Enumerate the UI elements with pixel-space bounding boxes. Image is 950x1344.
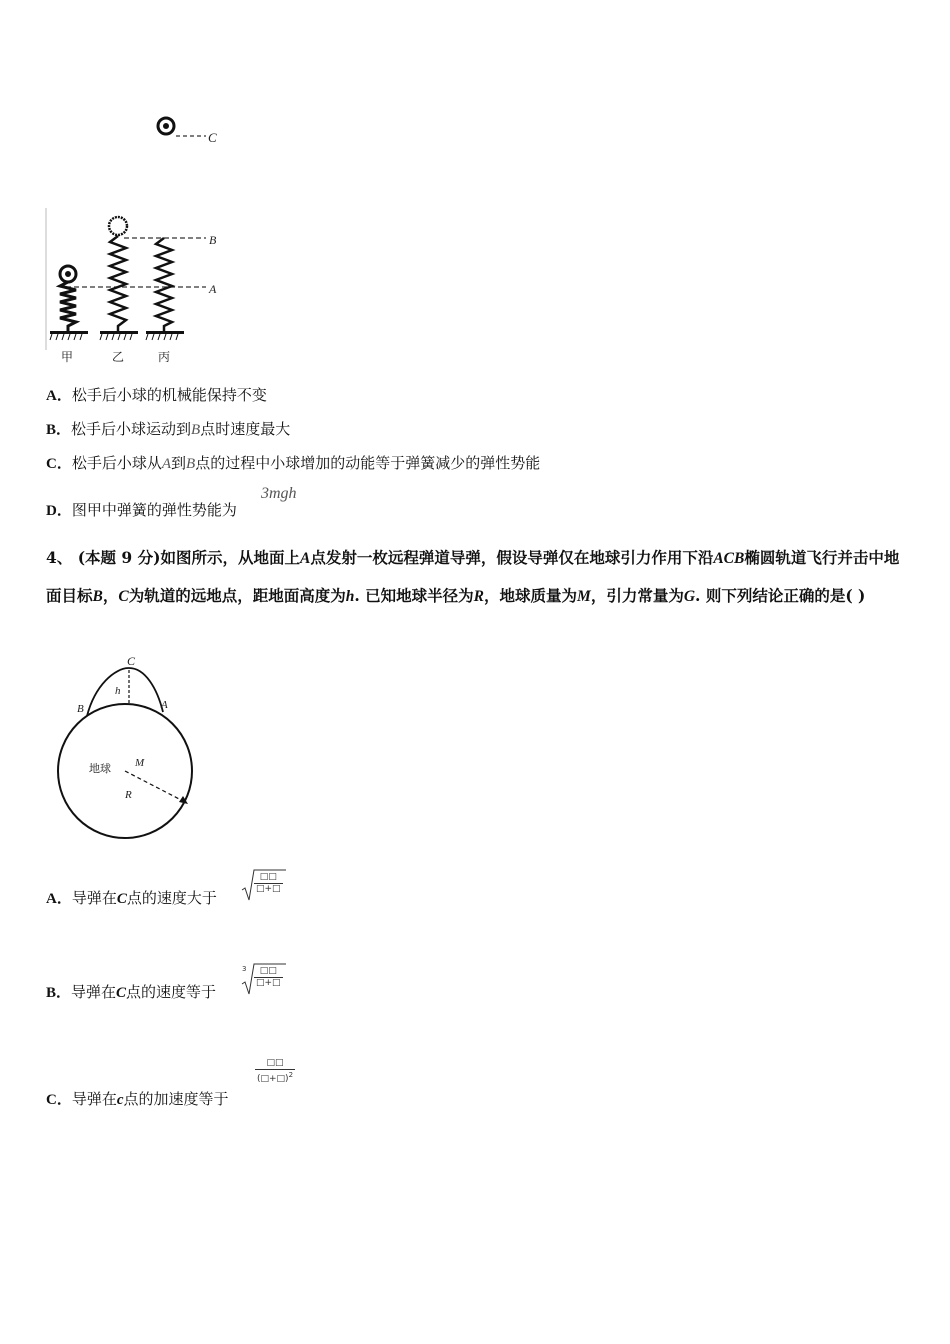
- label-earth: 地球: [89, 762, 111, 775]
- label-h: h: [115, 685, 121, 697]
- spring-bing: [156, 238, 172, 332]
- ball-yi: [109, 217, 127, 235]
- label-c: C: [127, 654, 136, 668]
- label-m: M: [135, 757, 145, 769]
- label-b: B: [77, 703, 84, 715]
- label-r: R: [125, 789, 132, 801]
- q4-option-a: A．导弹在C点的速度大于: [46, 889, 217, 907]
- spring-figure: [40, 110, 240, 370]
- spring-jia: [60, 282, 76, 332]
- q4-option-a-formula: □□ □+□: [241, 868, 287, 908]
- label-a: A: [209, 282, 217, 296]
- label-yi: 乙: [112, 350, 125, 364]
- label-c: C: [208, 130, 217, 145]
- q4-option-c-formula: □□ (□+□)$^2$: [257, 1058, 294, 1084]
- q4-stem: 4、 (本题 9 分)如图所示，从地面上A点发射一枚远程弹道导弹，假设导弹仅在地球引力作用下沿ACB椭圆轨道飞行并击中地面目标B，C为轨道的远地点，距地面高度为h. 已知地球半径为R，地球质量为M，引力常量为G. 则下列结论正确的是( ): [46, 548, 900, 605]
- label-b: B: [209, 233, 217, 247]
- q3-option-a: A．松手后小球的机械能保持不变: [46, 386, 267, 404]
- spring-yi: [110, 236, 126, 332]
- q4-option-b-formula: 3 □□ □+□: [241, 962, 287, 1002]
- q3-option-b: B．松手后小球运动到B点时速度最大: [46, 420, 291, 438]
- label-a: A: [161, 699, 168, 711]
- q4-option-c: C．导弹在c点的加速度等于: [46, 1090, 229, 1108]
- q3-option-d: D．图甲中弹簧的弹性势能为: [46, 501, 237, 519]
- earth-orbit-figure: [55, 650, 205, 845]
- q3-option-c: C．松手后小球从A到B点的过程中小球增加的动能等于弹簧减少的弹性势能: [46, 454, 541, 472]
- label-jia: 甲: [61, 350, 74, 364]
- label-bing: 丙: [158, 350, 171, 364]
- q3-option-d-math: 3mgh: [261, 485, 297, 502]
- q4-option-b: B．导弹在C点的速度等于: [46, 983, 217, 1001]
